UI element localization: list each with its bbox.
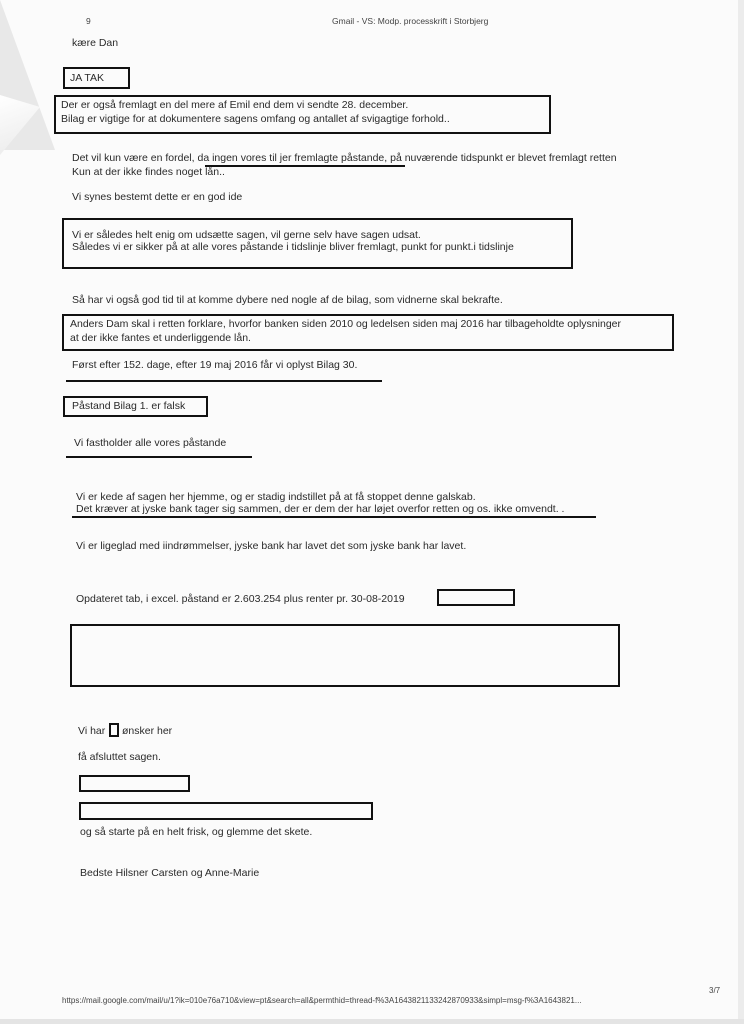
para6-line2: Det kræver at jyske bank tager sig sammen, der er dem der har løjet overfor retten og os. ikke omvendt. . (76, 503, 565, 515)
para1-text-a: Det vil kun være en fordel, (72, 152, 198, 164)
para1-underline (205, 165, 405, 167)
box3-line2: at der ikke fantes et underliggende lån. (70, 332, 251, 344)
box2-line2: Således vi er sikker på at alle vores påstande i tidslinje bliver fremlagt, punkt for punkt.i tidslinje (72, 241, 514, 253)
para1-underlined: da ingen vores til jer fremlagte påstande (197, 152, 385, 164)
para1-line1 (72, 151, 617, 165)
header-page-fragment: 9 (86, 16, 91, 26)
footer-url: https://mail.google.com/mail/u/1?ik=010e76a710&view=pt&search=all&permthid=thread-f%3A1643821133242870933&simpl=msg-f%3A1643821... (62, 996, 582, 1005)
redaction-box-small (109, 723, 119, 737)
para7: Vi er ligeglad med iindrømmelser, jyske bank har lavet det som jyske bank har lavet. (76, 540, 467, 552)
para9-text-a: Vi har (78, 725, 106, 737)
scan-bottom-edge (0, 1019, 744, 1024)
box2-line1: Vi er således helt enig om udsætte sagen, vil gerne selv have sagen udsat. (72, 229, 421, 241)
para6-underline (72, 516, 596, 518)
para5: Vi fastholder alle vores påstande (74, 437, 227, 449)
para4-underline (66, 380, 382, 382)
footer-page-number: 3/7 (709, 986, 721, 995)
para4: Først efter 152. dage, efter 19 maj 2016 får vi oplyst Bilag 30. (72, 359, 358, 371)
para2: Vi synes bestemt dette er en god ide (72, 191, 243, 203)
box1-line1: Der er også fremlagt en del mere af Emil end dem vi sendte 28. december. (61, 99, 409, 111)
redaction-box-1 (437, 589, 515, 606)
redaction-box-large (70, 624, 620, 687)
redaction-box-3 (79, 802, 373, 820)
box4-label: Påstand Bilag 1. er falsk (72, 400, 186, 412)
para6-line1: Vi er kede af sagen her hjemme, og er stadig indstillet på at få stoppet denne galskab. (76, 491, 476, 503)
para8: Opdateret tab, i excel. påstand er 2.603.254 plus renter pr. 30-08-2019 (76, 593, 405, 605)
para3: Så har vi også god tid til at komme dybere ned nogle af de bilag, som vidnerne skal bekrafte. (72, 294, 503, 306)
box1-line2: Bilag er vigtige for at dokumentere sagens omfang og antallet af svigagtige forhold.. (61, 113, 450, 125)
para11: og så starte på en helt frisk, og glemme det skete. (80, 826, 313, 838)
para5-underline (66, 456, 252, 458)
para10: få afsluttet sagen. (78, 751, 161, 763)
para1-line2: Kun at der ikke findes noget lån.. (72, 166, 225, 178)
greeting: kære Dan (72, 37, 119, 49)
scan-right-edge (738, 0, 744, 1024)
para9-text-b: ønsker her (122, 725, 173, 737)
para9 (78, 724, 105, 738)
box3-line1: Anders Dam skal i retten forklare, hvorfor banken siden 2010 og ledelsen siden maj 2016 har tilbageholdte oplysninger (70, 318, 621, 330)
para1-text-b: , på nuværende tidspunkt er blevet fremlagt retten (384, 152, 617, 164)
ja-tak-label: JA TAK (70, 72, 105, 84)
redaction-box-2 (79, 775, 190, 792)
header-title: Gmail - VS: Modp. processkrift i Storbjerg (332, 16, 489, 26)
signature: Bedste Hilsner Carsten og Anne-Marie (80, 867, 260, 879)
